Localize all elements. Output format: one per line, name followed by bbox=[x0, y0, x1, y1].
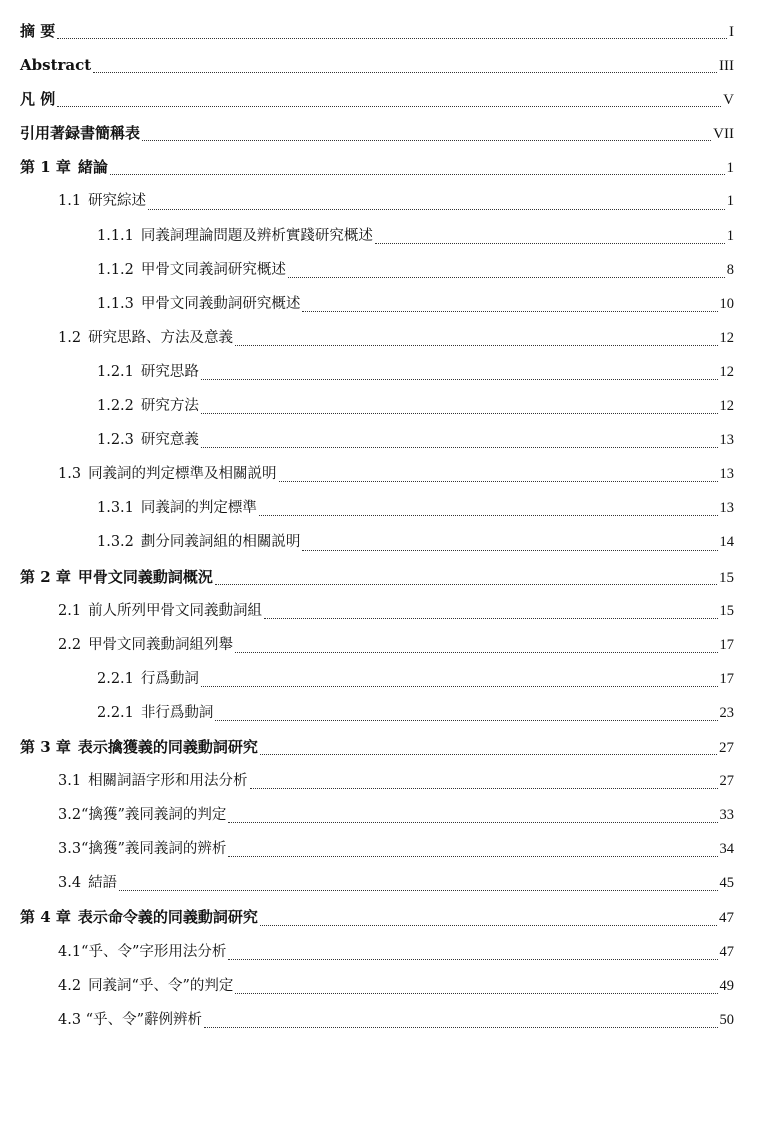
toc-entry-number: 1.1 bbox=[58, 193, 82, 210]
dot-leader bbox=[148, 184, 725, 218]
dot-leader bbox=[119, 866, 717, 900]
toc-entry-page-number: 1 bbox=[726, 160, 734, 177]
dot-leader bbox=[228, 935, 717, 969]
toc-entry[interactable] bbox=[20, 423, 734, 457]
toc-entry-number: 1.2.3 bbox=[97, 432, 134, 449]
toc-entry-title: 甲骨文同義詞研究概述 bbox=[140, 261, 286, 278]
toc-entry-title: 同義詞的判定標準 bbox=[140, 500, 257, 517]
toc-entry[interactable] bbox=[20, 594, 734, 628]
toc-entry-number: 第 2 章 bbox=[20, 567, 71, 586]
toc-entry-title: 甲骨文同義動詞研究概述 bbox=[140, 295, 301, 312]
toc-entry-page-number: III bbox=[719, 58, 734, 75]
dot-leader bbox=[57, 14, 727, 48]
dot-leader bbox=[142, 116, 711, 150]
toc-entry[interactable] bbox=[20, 48, 734, 82]
toc-entry-title: 引用著録書簡稱表 bbox=[20, 124, 141, 143]
dot-leader bbox=[250, 764, 718, 798]
toc-entry[interactable] bbox=[20, 662, 734, 696]
toc-entry[interactable] bbox=[20, 355, 734, 389]
dot-leader bbox=[201, 389, 718, 423]
toc-entry-title: 摘 要 bbox=[20, 22, 56, 40]
toc-entry-page-number: 13 bbox=[719, 466, 734, 483]
toc-entry-number: 第 3 章 bbox=[20, 737, 71, 756]
toc-entry[interactable] bbox=[20, 969, 734, 1003]
dot-leader bbox=[204, 1003, 718, 1037]
dot-leader bbox=[302, 525, 717, 559]
toc-entry-number: 1.2.2 bbox=[97, 398, 134, 415]
toc-entry[interactable] bbox=[20, 457, 734, 491]
toc-entry-number: 1.3.2 bbox=[97, 534, 134, 551]
toc-entry-page-number: 47 bbox=[719, 943, 734, 960]
toc-entry-title: 相關詞語字形和用法分析 bbox=[88, 773, 248, 790]
toc-entry[interactable] bbox=[20, 525, 734, 559]
toc-entry[interactable] bbox=[20, 184, 734, 218]
toc-entry-title: Abstract bbox=[20, 56, 92, 75]
toc-entry-number: 第 4 章 bbox=[20, 908, 71, 927]
toc-entry-page-number: 27 bbox=[719, 739, 734, 756]
toc-entry-title: 研究思路 bbox=[140, 363, 199, 380]
toc-entry-number: 2.1 bbox=[58, 602, 82, 619]
toc-entry-title: 3.3“擒獲”義同義詞的辨析 bbox=[58, 841, 227, 858]
toc-entry-title: 同義詞“乎、令”的判定 bbox=[88, 977, 234, 994]
toc-entry[interactable] bbox=[20, 696, 734, 730]
toc-entry[interactable] bbox=[20, 866, 734, 900]
toc-entry-page-number: VII bbox=[713, 126, 734, 143]
toc-entry-page-number: 50 bbox=[719, 1011, 734, 1028]
toc-entry-title: 非行爲動詞 bbox=[140, 704, 214, 721]
toc-entry[interactable] bbox=[20, 150, 734, 184]
toc-entry[interactable] bbox=[20, 253, 734, 287]
toc-entry-title: 同義詞的判定標準及相關説明 bbox=[88, 466, 277, 483]
toc-entry-page-number: 45 bbox=[719, 875, 734, 892]
toc-entry[interactable] bbox=[20, 935, 734, 969]
toc-entry[interactable] bbox=[20, 389, 734, 423]
toc-entry-number: 1.2.1 bbox=[97, 363, 134, 380]
toc-entry-page-number: 12 bbox=[719, 398, 734, 415]
dot-leader bbox=[264, 594, 717, 628]
toc-entry[interactable] bbox=[20, 321, 734, 355]
dot-leader bbox=[93, 48, 717, 82]
toc-entry[interactable] bbox=[20, 730, 734, 764]
toc-entry-title: 研究意義 bbox=[140, 432, 199, 449]
toc-entry-number: 1.1.2 bbox=[97, 261, 134, 278]
toc-entry-page-number: 12 bbox=[719, 329, 734, 346]
toc-entry-title: 前人所列甲骨文同義動詞組 bbox=[88, 602, 263, 619]
dot-leader bbox=[235, 321, 717, 355]
toc-entry-title: 結語 bbox=[88, 875, 118, 892]
toc-entry-page-number: 14 bbox=[719, 534, 734, 551]
dot-leader bbox=[57, 82, 721, 116]
toc-entry-title: 4.1“乎、令”字形用法分析 bbox=[58, 943, 227, 960]
dot-leader bbox=[375, 219, 725, 253]
toc-entry-title: 表示命令義的同義動詞研究 bbox=[77, 908, 258, 927]
toc-entry-page-number: V bbox=[723, 92, 734, 109]
toc-entry-number: 1.1.1 bbox=[97, 227, 134, 244]
toc-entry-title: 甲骨文同義動詞概況 bbox=[77, 567, 213, 586]
toc-entry-page-number: 49 bbox=[719, 977, 734, 994]
toc-entry-number: 4.2 bbox=[58, 977, 82, 994]
toc-entry-title: 劃分同義詞組的相關説明 bbox=[140, 534, 301, 551]
toc-entry-page-number: 13 bbox=[719, 500, 734, 517]
toc-entry-number: 3.4 bbox=[58, 875, 82, 892]
toc-entry-title: 研究方法 bbox=[140, 398, 199, 415]
toc-entry-number: 2.2 bbox=[58, 636, 82, 653]
toc-entry-page-number: 23 bbox=[719, 704, 734, 721]
toc-entry-page-number: 47 bbox=[719, 910, 734, 927]
toc-entry[interactable] bbox=[20, 764, 734, 798]
dot-leader bbox=[201, 662, 718, 696]
toc-entry-number: 1.2 bbox=[58, 329, 82, 346]
toc-entry-page-number: 12 bbox=[719, 363, 734, 380]
toc-entry-title: 表示擒獲義的同義動詞研究 bbox=[77, 737, 258, 756]
toc-entry[interactable] bbox=[20, 491, 734, 525]
toc-entry-title: 同義詞理論問題及辨析實踐研究概述 bbox=[140, 227, 373, 244]
toc-entry[interactable] bbox=[20, 832, 734, 866]
toc-entry-page-number: I bbox=[729, 24, 734, 40]
table-of-contents bbox=[20, 14, 734, 1037]
toc-entry[interactable] bbox=[20, 628, 734, 662]
dot-leader bbox=[279, 457, 718, 491]
toc-entry-page-number: 34 bbox=[719, 841, 734, 858]
toc-entry-number: 1.3 bbox=[58, 466, 82, 483]
toc-entry-number: 第 1 章 bbox=[20, 158, 71, 177]
toc-entry[interactable] bbox=[20, 798, 734, 832]
toc-entry-title: 行爲動詞 bbox=[140, 670, 199, 687]
toc-entry-page-number: 27 bbox=[719, 773, 734, 790]
toc-entry[interactable] bbox=[20, 900, 734, 934]
dot-leader bbox=[201, 423, 718, 457]
toc-entry-page-number: 13 bbox=[719, 432, 734, 449]
toc-entry[interactable] bbox=[20, 14, 734, 48]
dot-leader bbox=[302, 287, 717, 321]
toc-entry[interactable] bbox=[20, 560, 734, 594]
dot-leader bbox=[260, 900, 717, 934]
toc-entry-page-number: 15 bbox=[719, 569, 734, 586]
dot-leader bbox=[288, 253, 725, 287]
dot-leader bbox=[259, 491, 718, 525]
dot-leader bbox=[215, 560, 717, 594]
toc-entry-page-number: 8 bbox=[726, 261, 734, 278]
toc-entry-number: 2.2.1 bbox=[97, 670, 134, 687]
dot-leader bbox=[110, 150, 725, 184]
toc-entry-page-number: 15 bbox=[719, 602, 734, 619]
toc-entry[interactable] bbox=[20, 219, 734, 253]
dot-leader bbox=[235, 969, 717, 1003]
dot-leader bbox=[215, 696, 717, 730]
dot-leader bbox=[201, 355, 718, 389]
toc-entry-title: 4.3 “乎、令”辭例辨析 bbox=[58, 1011, 202, 1028]
toc-entry-title: 緒論 bbox=[77, 158, 108, 177]
dot-leader bbox=[235, 628, 717, 662]
toc-entry[interactable] bbox=[20, 116, 734, 150]
toc-entry[interactable] bbox=[20, 82, 734, 116]
toc-entry-page-number: 1 bbox=[726, 227, 734, 244]
dot-leader bbox=[228, 798, 717, 832]
toc-entry-number: 1.1.3 bbox=[97, 295, 134, 312]
toc-entry-title: 3.2“擒獲”義同義詞的判定 bbox=[58, 807, 227, 824]
dot-leader bbox=[260, 730, 717, 764]
toc-entry-title: 甲骨文同義動詞組列舉 bbox=[88, 636, 234, 653]
toc-entry-number: 1.3.1 bbox=[97, 500, 134, 517]
toc-entry-page-number: 17 bbox=[719, 636, 734, 653]
toc-entry-page-number: 17 bbox=[719, 670, 734, 687]
toc-entry[interactable] bbox=[20, 1003, 734, 1037]
toc-entry-page-number: 10 bbox=[719, 295, 734, 312]
toc-entry-number: 3.1 bbox=[58, 773, 82, 790]
toc-entry-page-number: 1 bbox=[726, 193, 734, 210]
toc-entry-title: 凡 例 bbox=[20, 90, 56, 109]
toc-entry-number: 2.2.1 bbox=[97, 704, 134, 721]
toc-entry[interactable] bbox=[20, 287, 734, 321]
dot-leader bbox=[228, 832, 717, 866]
toc-entry-title: 研究思路、方法及意義 bbox=[88, 329, 234, 346]
toc-entry-title: 研究綜述 bbox=[88, 193, 147, 210]
toc-entry-page-number: 33 bbox=[719, 807, 734, 824]
